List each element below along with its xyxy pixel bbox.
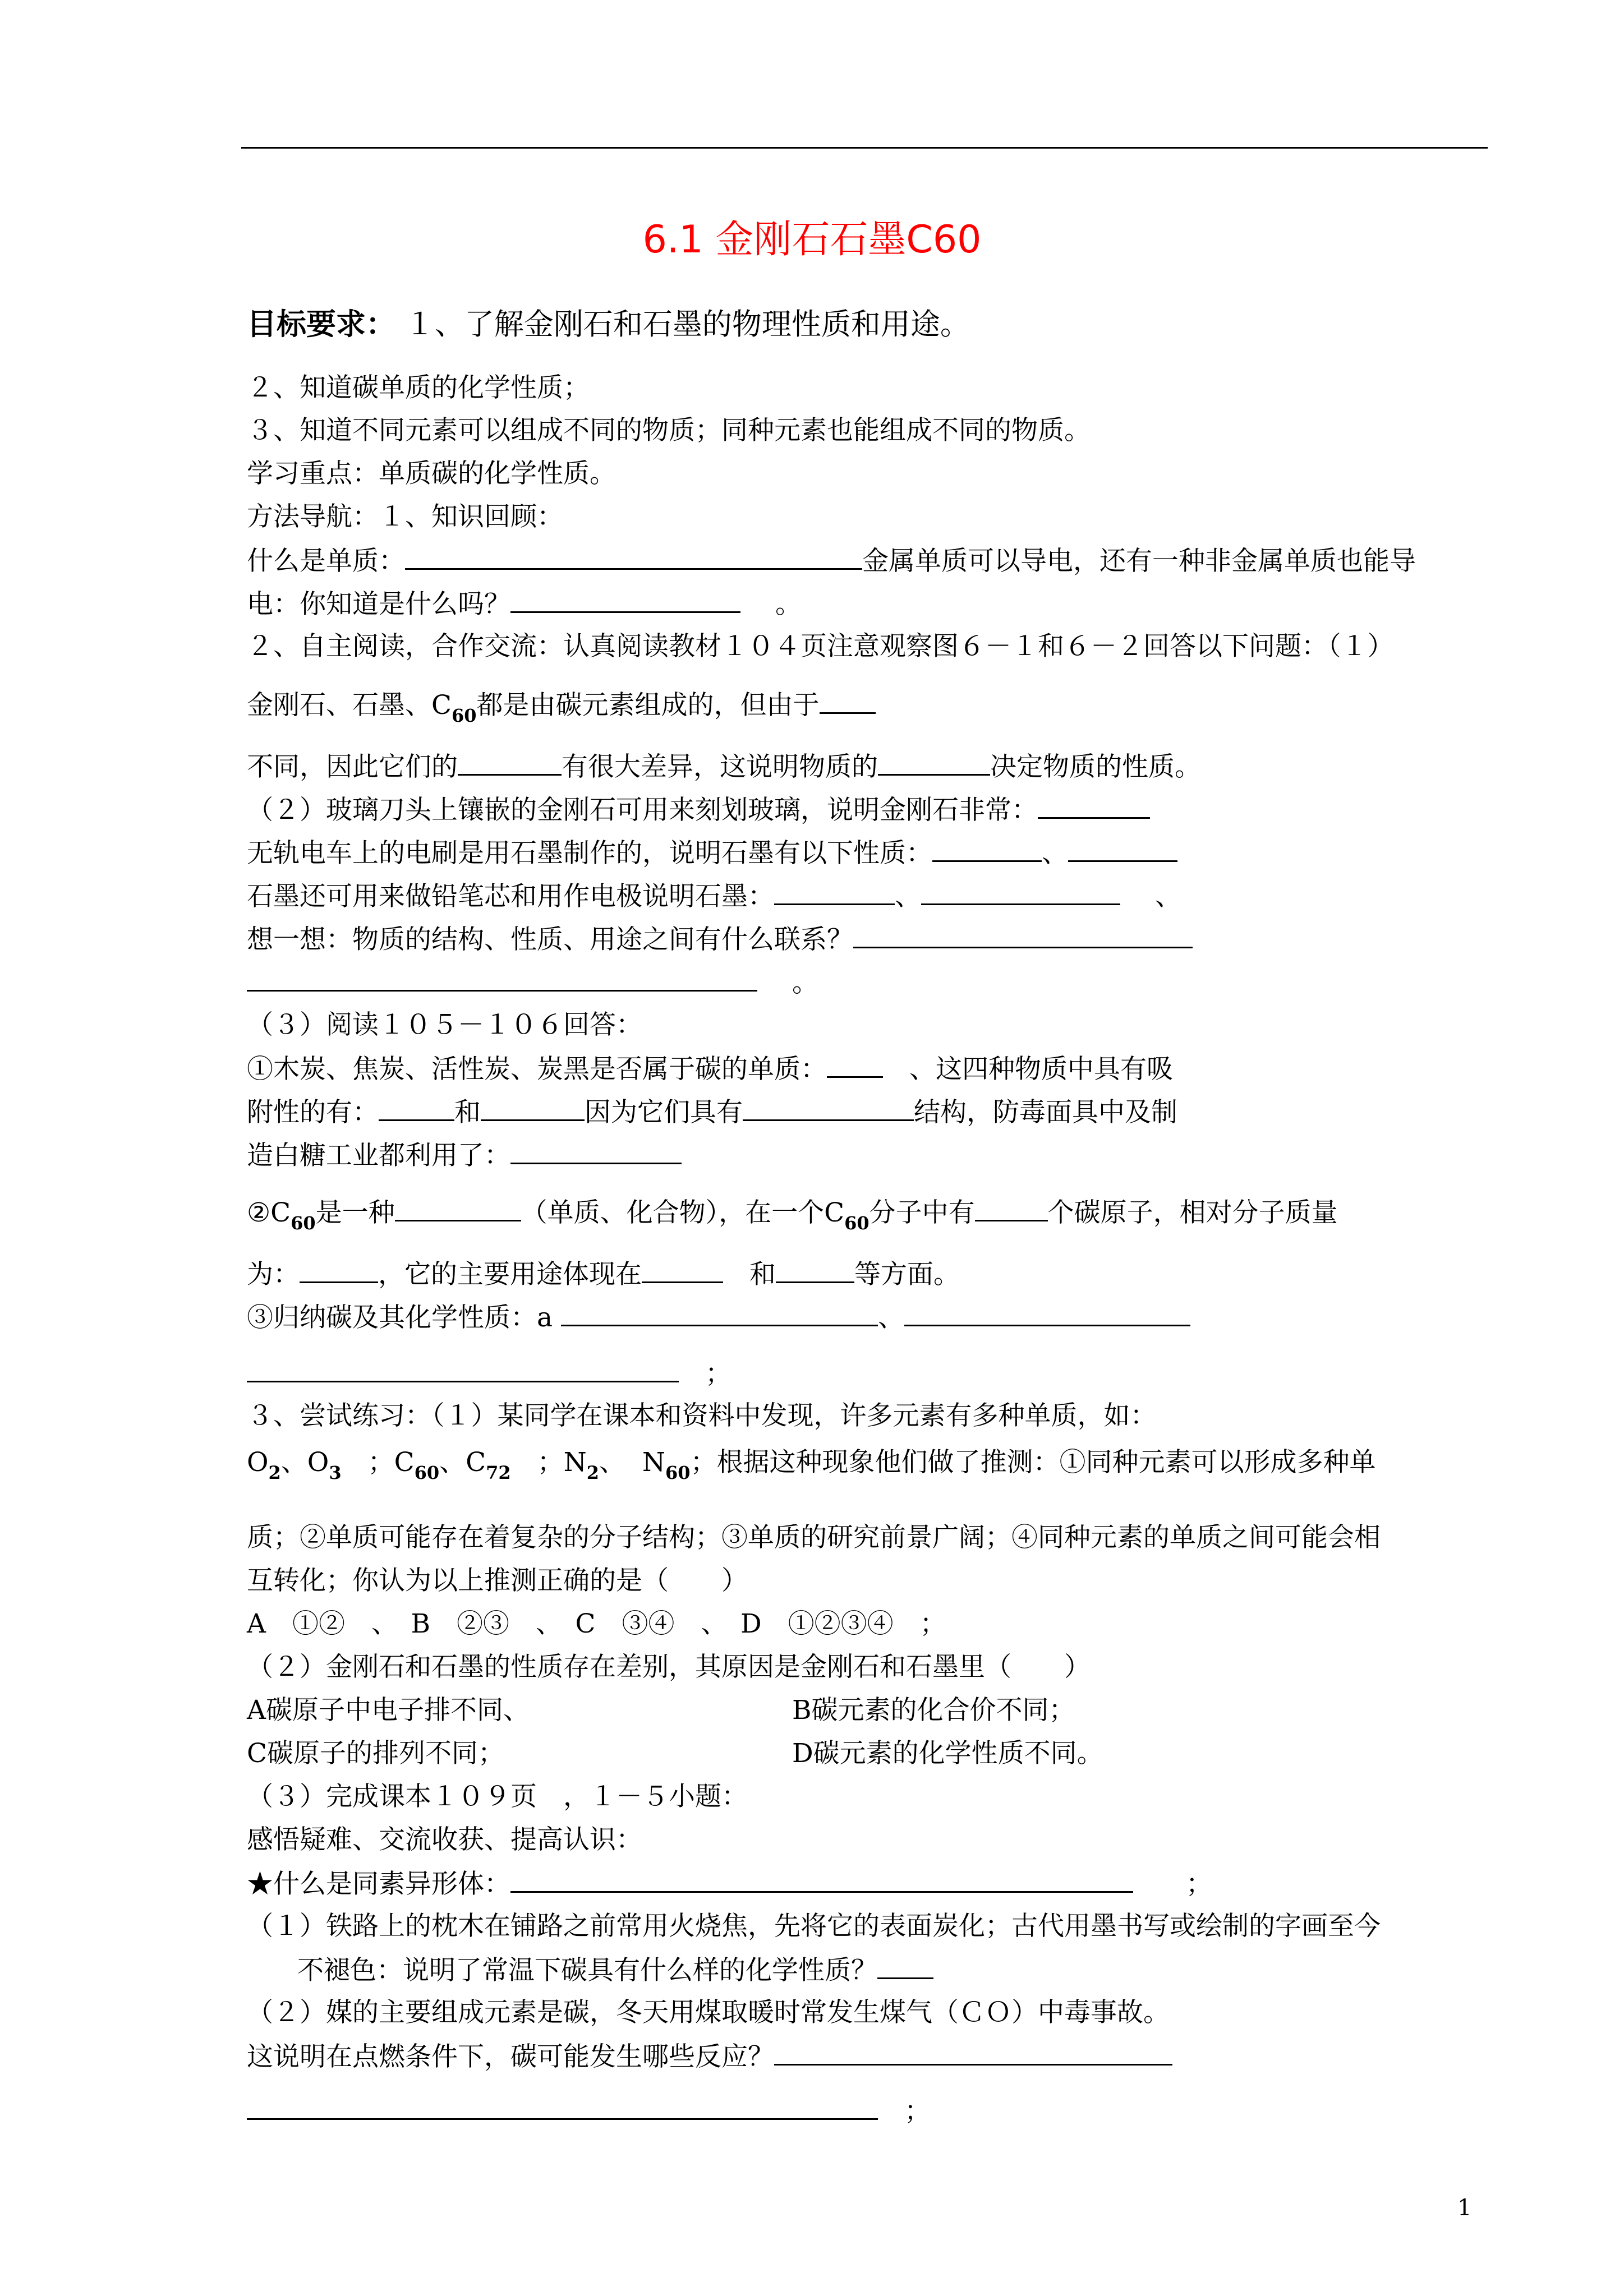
q2-line-1: $②C_{60}$是一种 （单质、化合物），在一个$C_{60}$分子中有 个碳原子，相对分子质量 bbox=[247, 1195, 1338, 1240]
answer-blank[interactable] bbox=[853, 922, 1193, 948]
answer-blank[interactable] bbox=[405, 543, 862, 570]
answer-blank[interactable] bbox=[975, 1195, 1048, 1221]
rail-line-1: （１）铁路上的枕木在铺路之前常用火烧焦，先将它的表面炭化；古代用墨书写或绘制的字画至今 bbox=[247, 1911, 1381, 1942]
answer-blank[interactable] bbox=[743, 1095, 914, 1121]
focus-line: 学习重点：单质碳的化学性质。 bbox=[247, 458, 616, 489]
answer-blank[interactable] bbox=[932, 836, 1042, 862]
coal-line-1: （２）媒的主要组成元素是碳，冬天用煤取暖时常发生煤气（ＣＯ）中毒事故。 bbox=[247, 1997, 1170, 2028]
page-title: 6.1 金刚石石墨C60 bbox=[642, 218, 982, 262]
method-line: 方法导航：１、知识回顾： bbox=[247, 501, 563, 532]
answer-blank[interactable] bbox=[561, 1300, 878, 1326]
q-element-line: 什么是单质： 金属单质可以导电，还有一种非金属单质也能导 bbox=[247, 543, 1416, 578]
header-rule bbox=[241, 147, 1488, 149]
answer-blank[interactable] bbox=[481, 1095, 585, 1121]
answer-blank[interactable] bbox=[379, 1095, 454, 1121]
q1-line-1: ①木炭、焦炭、活性炭、炭黑是否属于碳的单质： 、这四种物质中具有吸 bbox=[247, 1052, 1173, 1086]
goal-label: 目标要求： bbox=[247, 307, 395, 342]
answer-blank[interactable] bbox=[510, 1138, 682, 1164]
answer-blank[interactable] bbox=[300, 1257, 378, 1283]
page-number: 1 bbox=[1457, 2195, 1472, 2221]
answer-blank[interactable] bbox=[458, 749, 562, 776]
goal-item-3: ３、知道不同元素可以组成不同的物质；同种元素也能组成不同的物质。 bbox=[247, 415, 1091, 446]
formula-line: $O_2$、$O_3$ ；$C_{60}$、$C_{72}$ ；$N_2$、 $N_{60}$；根据这种现象他们做了推测：①同种元素可以形成多种单 bbox=[247, 1447, 1376, 1483]
reflect-line: 感悟疑难、交流收获、提高认识： bbox=[247, 1824, 642, 1855]
answer-blank[interactable] bbox=[247, 965, 757, 992]
goal-item-2: ２、知道碳单质的化学性质； bbox=[247, 372, 590, 403]
coal-answer-line: ； bbox=[247, 2094, 931, 2128]
q1-line-3: 造白糖工业都利用了： bbox=[247, 1138, 682, 1173]
answer-blank[interactable] bbox=[774, 2039, 1172, 2066]
q1-line-2: 附性的有： 和 因为它们具有 结构，防毒面具中及制 bbox=[247, 1095, 1177, 1129]
answer-blank[interactable] bbox=[827, 1052, 883, 1078]
answer-blank[interactable] bbox=[395, 1195, 521, 1221]
answer-blank[interactable] bbox=[820, 688, 876, 714]
answer-blank[interactable] bbox=[774, 879, 895, 905]
answer-blank[interactable] bbox=[247, 1356, 679, 1382]
answer-blank[interactable] bbox=[921, 879, 1120, 905]
answer-blank[interactable] bbox=[904, 1300, 1190, 1326]
goal-line bbox=[247, 307, 970, 342]
answer-blank[interactable] bbox=[878, 749, 990, 776]
think-answer-line: 。 bbox=[247, 965, 818, 1000]
q2-line-2: 为： ，它的主要用途体现在 和 等方面。 bbox=[247, 1257, 960, 1292]
answer-blank[interactable] bbox=[510, 587, 740, 613]
option-c: C碳原子的排列不同； bbox=[247, 1738, 504, 1769]
allotrope-line: ★什么是同素异形体： ； bbox=[247, 1866, 1212, 1901]
rail-line-2: 不褪色：说明了常温下碳具有什么样的化学性质？ bbox=[297, 1953, 933, 1988]
tram-line: 无轨电车上的电刷是用石墨制作的，说明石墨有以下性质： 、 bbox=[247, 836, 1177, 870]
think-line: 想一想：物质的结构、性质、用途之间有什么联系？ bbox=[247, 922, 1193, 957]
option-d: D碳元素的化学性质不同。 bbox=[792, 1738, 1103, 1769]
q3-line: ③归纳碳及其化学性质：a 、 bbox=[247, 1300, 1190, 1335]
options-line: A ①② 、 B ②③ 、 C ③④ 、 D ①②③④ ； bbox=[247, 1608, 946, 1639]
answer-blank[interactable] bbox=[247, 2094, 878, 2120]
answer-blank[interactable] bbox=[510, 1866, 1133, 1893]
try-line-3: 互转化；你认为以上推测正确的是（ ） bbox=[247, 1565, 748, 1596]
glass-line: （２）玻璃刀头上镶嵌的金刚石可用来刻划玻璃，说明金刚石非常： bbox=[247, 792, 1150, 827]
q3-answer-line: ； bbox=[247, 1356, 732, 1391]
try-intro: ３、尝试练习：（１）某同学在课本和资料中发现，许多元素有多种单质，如： bbox=[247, 1400, 1157, 1431]
option-a: A碳原子中电子排不同、 bbox=[247, 1695, 530, 1726]
option-b: B碳元素的化合价不同； bbox=[792, 1695, 1075, 1726]
goal-item-1: １、了解金刚石和石墨的物理性质和用途。 bbox=[404, 307, 970, 342]
coal-line-2: 这说明在点燃条件下，碳可能发生哪些反应？ bbox=[247, 2039, 1172, 2074]
book-line: （３）完成课本１０９页 ，１－５小题： bbox=[247, 1781, 748, 1812]
answer-blank[interactable] bbox=[877, 1953, 933, 1979]
pencil-line: 石墨还可用来做铅笔芯和用作电极说明石墨： 、 、 bbox=[247, 879, 1181, 914]
carbon-line: 金刚石、石墨、$C_{60}$都是由碳元素组成的，但由于 bbox=[247, 688, 876, 732]
answer-blank[interactable] bbox=[1068, 836, 1177, 862]
answer-blank[interactable] bbox=[1038, 792, 1150, 819]
diff-line: 不同，因此它们的 有很大差异，这说明物质的 决定物质的性质。 bbox=[247, 749, 1201, 784]
answer-blank[interactable] bbox=[642, 1257, 723, 1283]
q-element-line-2: 电：你知道是什么吗？ 。 bbox=[247, 587, 802, 621]
q-diff-line: （２）金刚石和石墨的性质存在差别，其原因是金刚石和石墨里（ ） bbox=[247, 1652, 1091, 1682]
read3-line: （３）阅读１０５－１０６回答： bbox=[247, 1009, 642, 1040]
try-line-2: 质；②单质可能存在着复杂的分子结构；③单质的研究前景广阔；④同种元素的单质之间可能会相 bbox=[247, 1522, 1381, 1553]
answer-blank[interactable] bbox=[776, 1257, 854, 1283]
read-intro: ２、自主阅读，合作交流：认真阅读教材１０４页注意观察图６－１和６－２回答以下问题：（１） bbox=[247, 631, 1394, 662]
